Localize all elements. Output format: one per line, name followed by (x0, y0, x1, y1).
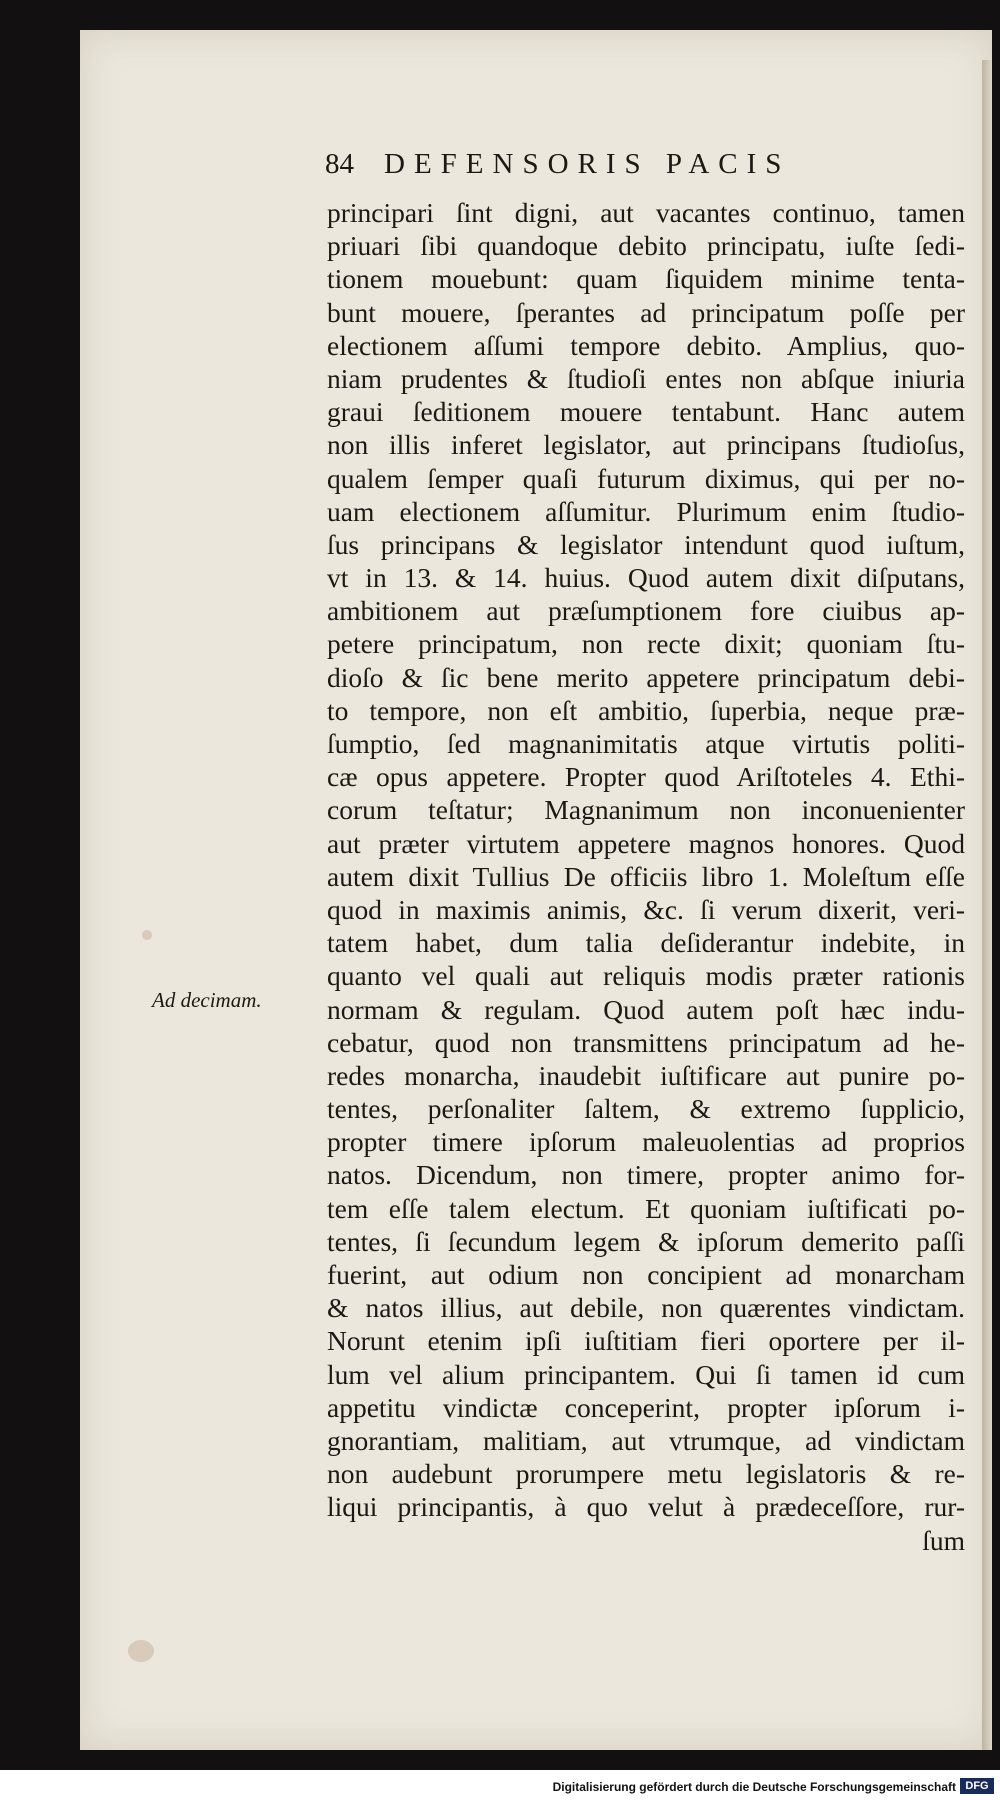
text-line: normam & regulam. Quod autem poſt hæc indu- (327, 993, 965, 1025)
footer-bar (0, 1770, 1000, 1800)
text-line: quod in maximis animis, &c. ſi verum dixerit, veri- (327, 893, 965, 925)
page-header (325, 148, 905, 181)
text-line: tatem habet, dum talia deſiderantur indebite, in (327, 927, 965, 959)
page-number: 84 (325, 148, 354, 180)
dfg-logo: DFG (960, 1778, 994, 1794)
marginal-note: Ad decimam. (152, 988, 262, 1012)
text-line: Norunt etenim ipſi iuſtitiam fieri oportere per il- (327, 1325, 965, 1357)
text-line: niam prudentes & ſtudioſi entes non abſque iniuria (327, 362, 965, 394)
text-line: non illis inferet legislator, aut principans ſtudioſus, (327, 429, 965, 461)
body-text (327, 196, 965, 1557)
text-line: vt in 13. & 14. huius. Quod autem dixit diſputans, (327, 562, 965, 594)
text-line: priuari ſibi quandoque debito principatu, iuſte ſedi- (327, 230, 965, 262)
text-line: lum vel alium principantem. Qui ſi tamen id cum (327, 1358, 965, 1390)
text-line: principari ſint digni, aut vacantes continuo, tamen (327, 197, 965, 228)
text-line: corum teſtatur; Magnanimum non inconuenienter (327, 794, 965, 826)
paper-stain (142, 930, 152, 940)
text-line: natos. Dicendum, non timere, propter animo for- (327, 1159, 965, 1191)
text-line: bunt mouere, ſperantes ad principatum poſſe per (327, 296, 965, 328)
text-line: quanto vel quali aut reliquis modis præter rationis (327, 960, 965, 992)
running-title: DEFENSORIS PACIS (384, 148, 791, 180)
text-line: graui ſeditionem mouere tentabunt. Hanc autem (327, 396, 965, 428)
text-line: tentes, ſi ſecundum legem & ipſorum demerito paſſi (327, 1225, 965, 1257)
text-line: cebatur, quod non transmittens principatum ad he- (327, 1026, 965, 1058)
paper-stain (128, 1640, 154, 1662)
text-line: fuerint, aut odium non concipient ad monarcham (327, 1259, 965, 1290)
text-line: petere principatum, non recte dixit; quoniam ſtu- (327, 628, 965, 660)
text-line: non audebunt prorumpere metu legislatoris & re- (327, 1458, 965, 1490)
text-line: qualem ſemper quaſi futurum diximus, qui per no- (327, 462, 965, 494)
text-line: aut præter virtutem appetere magnos honores. Quod (327, 827, 965, 859)
text-line: ſus principans & legislator intendunt quod iuſtum, (327, 528, 965, 560)
text-line: ambitionem aut præſumptionem fore ciuibus ap- (327, 595, 965, 627)
text-line: gnorantiam, malitiam, aut vtrumque, ad vindictam (327, 1424, 965, 1456)
text-line: & natos illius, aut debile, non quærentes vindictam. (327, 1292, 965, 1324)
page-edge (982, 60, 992, 1750)
text-line: redes monarcha, inaudebit iuſtificare aut punire po- (327, 1059, 965, 1091)
text-line: electionem aſſumi tempore debito. Amplius, quo- (327, 329, 965, 361)
text-line: uam electionem aſſumitur. Plurimum enim ſtudio- (327, 495, 965, 527)
text-line: tem eſſe talem electum. Et quoniam iuſtificati po- (327, 1192, 965, 1224)
text-line: dioſo & ſic bene merito appetere principatum debi- (327, 661, 965, 693)
text-line: to tempore, non eſt ambitio, ſuperbia, neque præ- (327, 694, 965, 726)
text-line: tentes, perſonaliter ſaltem, & extremo ſupplicio, (327, 1093, 965, 1125)
text-line: propter timere ipſorum maleuolentias ad proprios (327, 1126, 965, 1158)
digitization-credit: Digitalisierung gefördert durch die Deutsche Forschungsgemeinschaft (552, 1780, 956, 1794)
text-line: cæ opus appetere. Propter quod Ariſtoteles 4. Ethi- (327, 761, 965, 793)
catchword: ſum (922, 1524, 965, 1556)
text-line: liqui principantis, à quo velut à prædeceſſore, rur- (327, 1491, 965, 1523)
text-line: autem dixit Tullius De officiis libro 1. Moleſtum eſſe (327, 860, 965, 892)
text-line: tionem mouebunt: quam ſiquidem minime tenta- (327, 263, 965, 295)
text-line: appetitu vindictæ conceperint, propter ipſorum i- (327, 1391, 965, 1423)
text-line: ſumptio, ſed magnanimitatis atque virtutis politi- (327, 728, 965, 759)
